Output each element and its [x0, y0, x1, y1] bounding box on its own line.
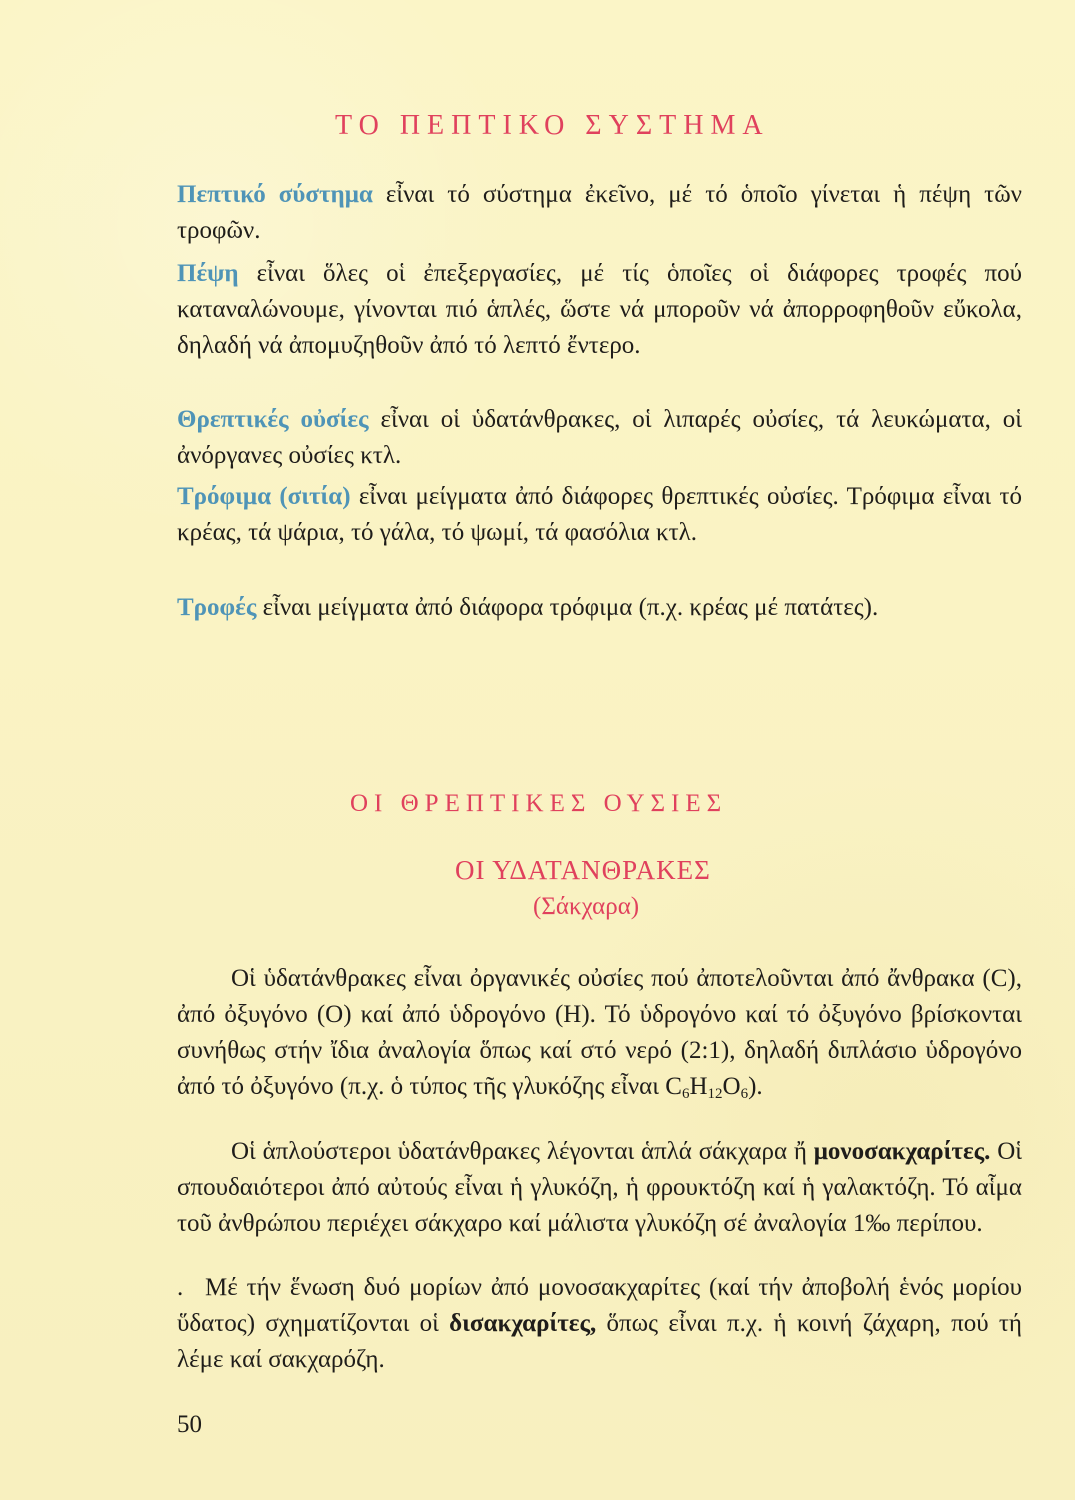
definition-term: Τροφές	[177, 594, 257, 621]
definition-text: εἶναι μείγματα ἀπό διάφορες θρεπτικές οὐσίες. Τρόφιμα εἶναι τό κρέας, τά ψάρια, τό γάλα, τό ψωμί, τά φασόλια κτλ.	[177, 483, 1022, 546]
definition-text: εἶναι ὅλες οἱ ἐπεξεργασίες, μέ τίς ὁποῖες οἱ διάφορες τροφές πού καταναλώνουμε, γίνονται πιό ἁπλές, ὥστε νά μποροῦν νά ἀπορροφηθοῦν εὔκολα, δηλαδή νά ἀπομυζηθοῦν ἀπό τό λεπτό ἔντερο.	[177, 260, 1022, 359]
bold-term: δισακχαρίτες,	[449, 1310, 597, 1337]
definition-trofes	[177, 590, 1022, 626]
definition-term: Τρόφιμα (σιτία)	[177, 483, 351, 510]
formula-hydrogen: H	[689, 1073, 708, 1100]
page-number: 50	[177, 1411, 202, 1438]
subsection-title: ΟΙ ΥΔΑΤΑΝΘΡΑΚΕΣ	[455, 855, 711, 885]
paragraph-end: ὅπως εἶναι π.χ. ἡ κοινή ζάχαρη, πού τή λέμε καί σακχαρόζη.	[177, 1310, 1022, 1373]
definition-pepticko	[177, 177, 1022, 249]
definition-text: εἶναι οἱ ὑδατάνθρακες, οἱ λιπαρές οὐσίες, τά λευκώματα, οἱ ἀνόργανες οὐσίες κτλ.	[177, 406, 1023, 469]
paragraph-mark: .	[177, 1274, 184, 1301]
formula-carbon-subscript: 6	[681, 1086, 690, 1102]
paragraph-disaccharides	[177, 1270, 1022, 1378]
subsection-subtitle: (Σάκχαρα)	[533, 893, 640, 920]
definition-term: Πεπτικό σύστημα	[177, 181, 373, 208]
bold-term: μονοσακχαρίτες.	[813, 1138, 991, 1165]
definition-term: Πέψη	[177, 260, 239, 287]
paragraph-end: ).	[748, 1073, 763, 1100]
definition-text: εἶναι τό σύστημα ἐκεῖνο, μέ τό ὁποῖο γίνεται ἡ πέψη τῶν τροφῶν.	[177, 181, 1022, 244]
paragraph-monosaccharides	[177, 1134, 1022, 1242]
paragraph-text: Μέ τήν ἕνωση δυό μορίων ἀπό μονοσακχαρίτες (καί τήν ἀποβολή ἑνός μορίου ὕδατος) σχηματίζονται οἱ	[177, 1274, 1022, 1337]
definition-term: Θρεπτικές οὐσίες	[177, 406, 369, 433]
formula-oxygen-subscript: 6	[740, 1086, 749, 1102]
paragraph-text: Οἱ ἁπλούστεροι ὑδατάνθρακες λέγονται ἁπλά σάκχαρα ἤ	[231, 1138, 814, 1165]
formula-oxygen: O	[722, 1073, 741, 1100]
paragraph-end: Οἱ σπουδαιότεροι ἀπό αὐτούς εἶναι ἡ γλυκόζη, ἡ φρουκτόζη καί ἡ γαλακτόζη. Τό αἷμα τοῦ ἀνθρώπου περιέχει σάκχαρο καί μάλιστα γλυκόζη σέ ἀναλογία 1‰ περίπου.	[177, 1138, 1023, 1237]
definition-threptikes	[177, 402, 1022, 474]
definition-trofima	[177, 479, 1022, 551]
section-title: ΟΙ ΘΡΕΠΤΙΚΕΣ ΟΥΣΙΕΣ	[350, 790, 728, 817]
formula-hydrogen-subscript: 12	[707, 1086, 723, 1102]
definition-pepsi	[177, 256, 1022, 364]
page-title: ΤΟ ΠΕΠΤΙΚΟ ΣΥΣΤΗΜΑ	[335, 110, 770, 141]
definition-text: εἶναι μείγματα ἀπό διάφορα τρόφιμα (π.χ. κρέας μέ πατάτες).	[256, 594, 879, 621]
formula-carbon: C	[665, 1073, 682, 1100]
paragraph-carbohydrates	[177, 961, 1022, 1112]
paragraph-text: Οἱ ὑδατάνθρακες εἶναι ὀργανικές οὐσίες πού ἀποτελοῦνται ἀπό ἄνθρακα (C), ἀπό ὀξυγόνο (O) καί ἀπό ὑδρογόνο (H). Τό ὑδρογόνο καί τό ὀξυγόνο βρίσκονται συνήθως στήν ἴδια ἀναλογία ὅπως καί στό νερό (2:1), δηλαδή διπλάσιο ὑδρογόνο ἀπό τό ὀξυγόνο (π.χ. ὁ τύπος τῆς γλυκόζης εἶναι	[177, 965, 1022, 1100]
